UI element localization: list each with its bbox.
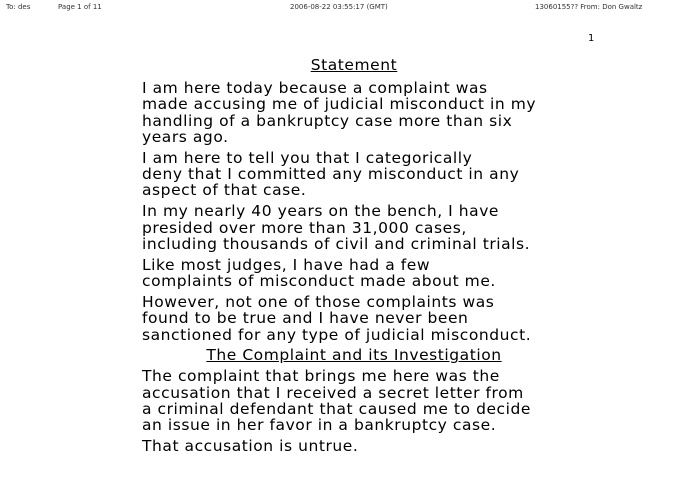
paragraph — [104, 257, 604, 290]
paragraph-line: years ago. — [142, 127, 229, 146]
paragraph-line: That accusation is untrue. — [142, 437, 359, 456]
paragraph — [104, 294, 604, 343]
paragraph — [104, 438, 604, 454]
document-body — [104, 56, 604, 459]
section-heading: The Complaint and its Investigation — [206, 346, 502, 365]
paragraph-line: However, not one of those complaints was — [142, 292, 495, 311]
paragraph-line: accusation that I received a secret letter from — [142, 383, 524, 402]
paragraph-line: complaints of misconduct made about me. — [142, 272, 496, 291]
fax-header-date: 2006-08-22 03:55:17 (GMT) — [290, 3, 388, 11]
page-number: 1 — [588, 33, 595, 44]
paragraph-line: deny that I committed any misconduct in any — [142, 165, 520, 184]
paragraph-line: made accusing me of judicial misconduct in my — [142, 95, 537, 114]
paragraph-line: The complaint that brings me here was the — [142, 367, 500, 386]
paragraph — [104, 203, 604, 252]
paragraph-line: a criminal defendant that caused me to decide — [142, 400, 531, 419]
paragraph-line: presided over more than 31,000 cases, — [142, 218, 467, 237]
paragraph-line: an issue in her favor in a bankruptcy case. — [142, 416, 497, 435]
fax-header-from: 13060155?? From: Don Gwaltz — [535, 3, 643, 11]
paragraph-line: Like most judges, I have had a few — [142, 255, 431, 274]
paragraph-line: sanctioned for any type of judicial misconduct. — [142, 325, 532, 344]
paragraph-line: I am here today because a complaint was — [142, 79, 488, 97]
paragraph — [104, 368, 604, 433]
paragraph-line: In my nearly 40 years on the bench, I have — [142, 202, 500, 221]
paragraph-line: aspect of that case. — [142, 181, 307, 200]
document-title: Statement — [310, 56, 398, 74]
paragraph-line: including thousands of civil and criminal trials. — [142, 234, 531, 253]
fax-header-page: Page 1 of 11 — [58, 3, 102, 11]
paragraph — [104, 150, 604, 199]
fax-header — [0, 0, 700, 14]
paragraph — [104, 80, 604, 145]
paragraph-line: found to be true and I have never been — [142, 309, 469, 328]
fax-header-to: To: des — [6, 3, 31, 11]
paragraph-line: handling of a bankruptcy case more than six — [142, 111, 513, 130]
paragraph-line: I am here to tell you that I categorically — [142, 148, 473, 167]
